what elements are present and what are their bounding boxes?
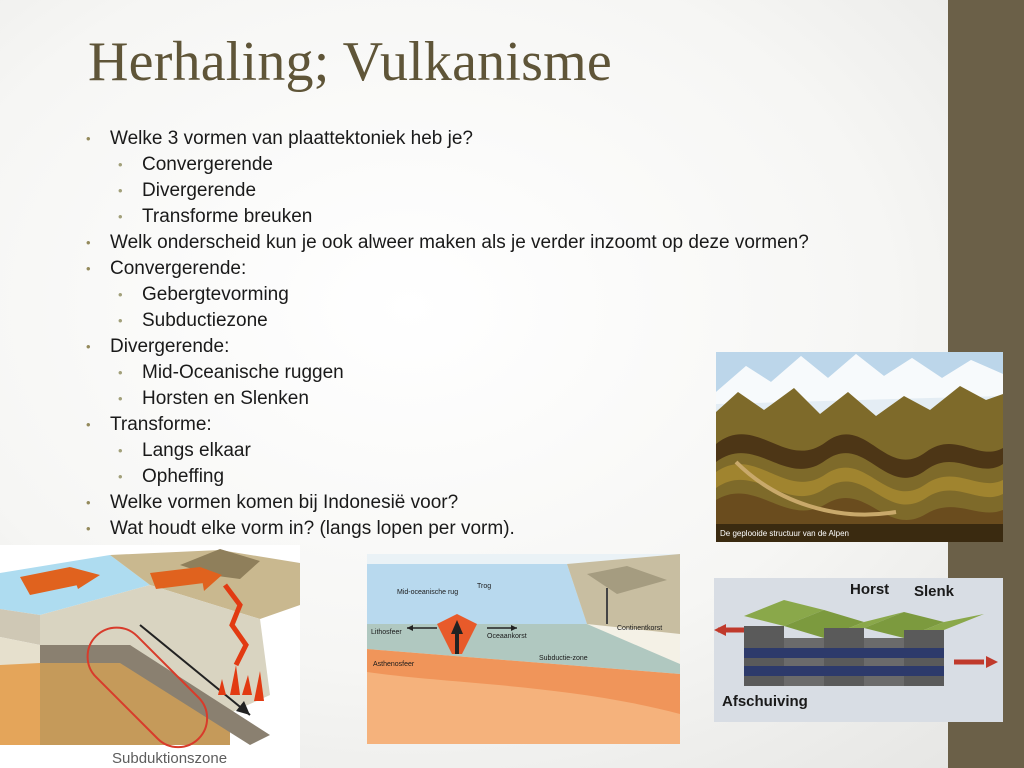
bullet-icon: •: [118, 391, 123, 406]
sub-bullet-item: [84, 178, 809, 204]
horst-graben-image: [714, 578, 1003, 722]
label-trench: Trog: [477, 583, 492, 590]
bullet-icon: •: [86, 417, 91, 432]
bullet-item: [84, 256, 809, 282]
bullet-text: Welke 3 vormen van plaattektoniek heb je?: [110, 128, 473, 149]
label-asthenosphere: Asthenosfeer: [373, 661, 415, 668]
bullet-icon: •: [86, 521, 91, 536]
label-subduction-zone: Subductie-zone: [539, 655, 588, 662]
bullet-text: Transforme breuken: [142, 206, 313, 227]
bullet-icon: •: [118, 469, 123, 484]
bullet-item: [84, 334, 809, 360]
bullet-text: Mid-Oceanische ruggen: [142, 362, 344, 383]
bullet-text: Langs elkaar: [142, 440, 251, 461]
bullet-item: [84, 126, 809, 152]
bullet-icon: •: [86, 495, 91, 510]
alps-fold-image: [716, 352, 1003, 542]
label-continental-crust: Continentkorst: [617, 625, 663, 632]
bullet-text: Convergerende: [142, 154, 273, 175]
horst-label: Horst: [850, 581, 890, 598]
alps-caption: De geplooide structuur van de Alpen: [720, 529, 849, 538]
bullet-text: Subductiezone: [142, 310, 268, 331]
bullet-text: Divergerende:: [110, 336, 230, 357]
label-oceanic-crust: Oceaankorst: [487, 633, 527, 640]
sub-bullet-item: [84, 282, 809, 308]
bullet-icon: •: [118, 365, 123, 380]
alps-fold-illustration: [716, 352, 1003, 542]
bullet-icon: •: [86, 131, 91, 146]
sub-bullet-item: [84, 204, 809, 230]
bullet-item: [84, 516, 809, 542]
sub-bullet-item: [84, 152, 809, 178]
bullet-icon: •: [118, 287, 123, 302]
fault-label: Afschuiving: [722, 693, 808, 710]
bullet-text: Convergerende:: [110, 258, 247, 279]
bullet-icon: •: [118, 443, 123, 458]
bullet-icon: •: [118, 209, 123, 224]
bullet-text: Divergerende: [142, 180, 257, 201]
bullet-text: Wat houdt elke vorm in? (langs lopen per vorm).: [110, 518, 515, 539]
subduction-caption: Subduktionszone: [112, 750, 228, 767]
label-lithosphere: Lithosfeer: [371, 629, 402, 636]
ridge-profile-illustration: [367, 554, 680, 744]
bullet-icon: •: [118, 183, 123, 198]
ridge-profile-image: [367, 554, 680, 744]
bullet-icon: •: [86, 235, 91, 250]
sub-bullet-item: [84, 438, 809, 464]
bullet-text: Transforme:: [110, 414, 212, 435]
sub-bullet-item: [84, 464, 809, 490]
bullet-text: Opheffing: [142, 466, 225, 487]
bullet-icon: •: [86, 339, 91, 354]
bullet-icon: •: [118, 157, 123, 172]
label-ridge: Mid-oceanische rug: [397, 589, 459, 596]
subduction-illustration: [0, 545, 300, 768]
bullet-item: [84, 230, 809, 256]
bullet-text: Welk onderscheid kun je ook alweer maken als je verder inzoomt op deze vormen?: [110, 232, 809, 253]
bullet-icon: •: [86, 261, 91, 276]
sub-bullet-item: [84, 308, 809, 334]
bullet-text: Welke vormen komen bij Indonesië voor?: [110, 492, 459, 513]
graben-label: Slenk: [914, 583, 955, 600]
bullet-item: [84, 412, 809, 438]
bullet-text: Gebergtevorming: [142, 284, 289, 305]
horst-graben-illustration: [714, 578, 1003, 722]
bullet-item: [84, 490, 809, 516]
sub-bullet-item: [84, 386, 809, 412]
slide-title: Herhaling; Vulkanisme: [88, 31, 612, 93]
bullet-icon: •: [118, 313, 123, 328]
sub-bullet-item: [84, 360, 809, 386]
bullet-list: [84, 126, 809, 542]
subduction-image: [0, 545, 300, 768]
bullet-text: Horsten en Slenken: [142, 388, 309, 409]
